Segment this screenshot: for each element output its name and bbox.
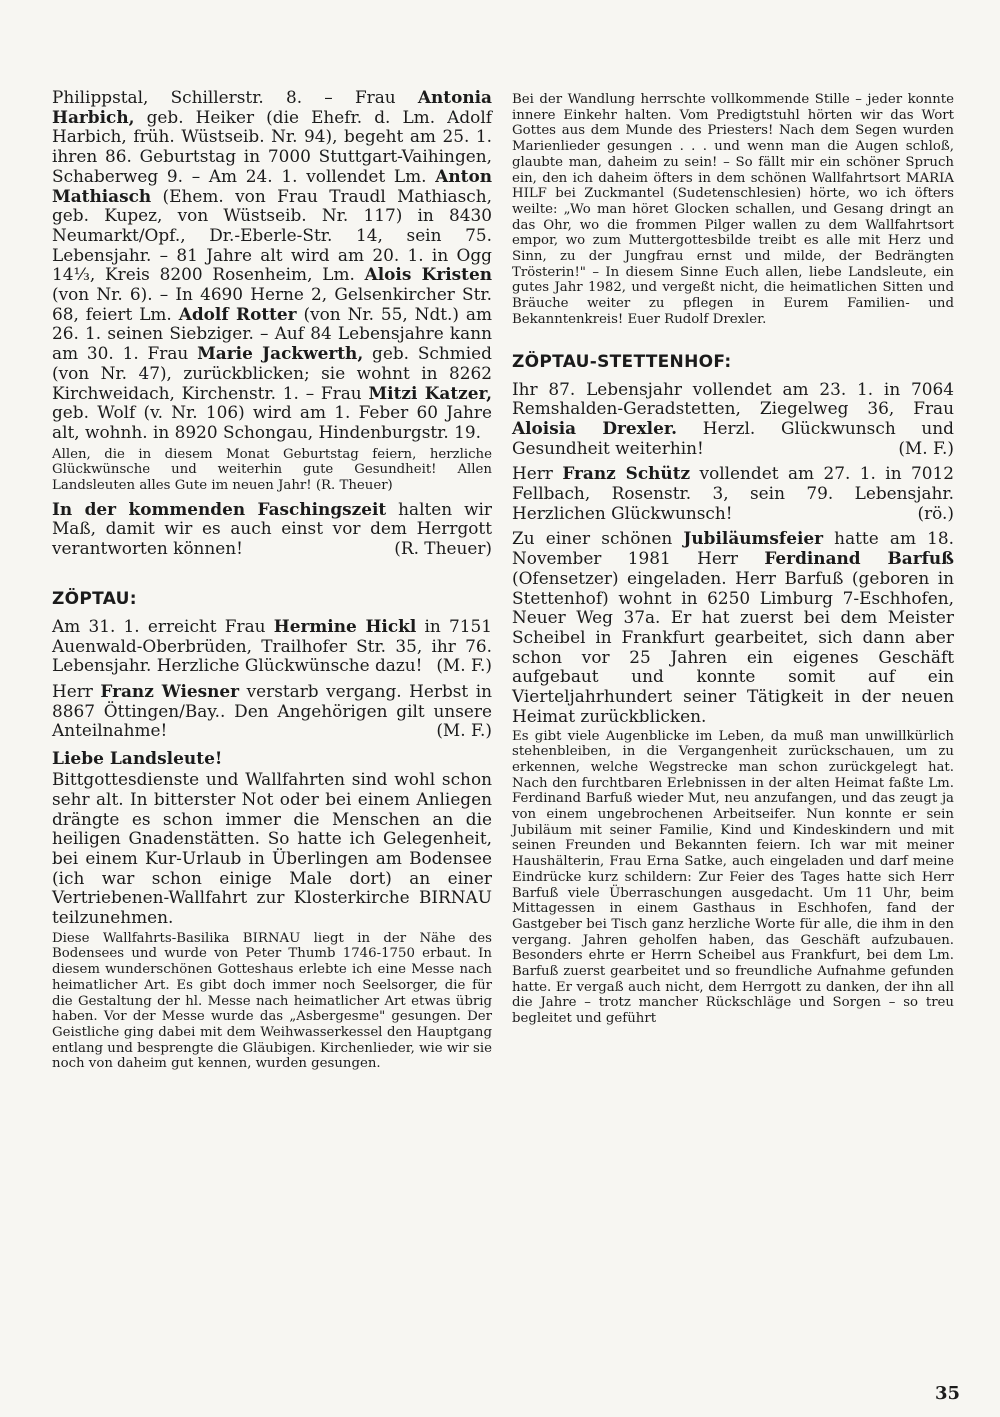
name-highlight: Alois Kristen: [364, 264, 492, 285]
name-highlight: Aloisia Drexler.: [512, 417, 678, 438]
fasching-paragraph: [52, 500, 492, 559]
jubilaeum-paragraph: Zu einer schönen Jubiläumsfeier hatte am 18. November 1981 Herr Ferdinand Barfuß (Ofensetzer) eingeladen. Herr Barfuß (geboren in Stettenhof) wohnt in 6250 Limburg 7-Eschhofen, Neuer Weg 37a. Er hat zuerst bei dem Meister Scheibel in Frankfurt gearbeitet, sich dann aber schon vor 25 Jahren ein eigenes Geschäft aufgebaut und konnte somit auf ein Vierteljahrhundert seiner Tätigkeit in der neuen Heimat zurückblicken.: [512, 528, 954, 726]
liebe-landsleute-body: Bittgottesdienste und Wallfahrten sind wohl schon sehr alt. In bitterster Not oder bei einem Anliegen drängte es schon immer die Menschen an die heiligen Gnadenstätten. So hatte ich Gelegenheit, bei einem Kur-Urlaub in Überlingen am Bodensee (ich war schon einige Male dort) an einer Vertriebenen-Wallfahrt zur Klosterkirche BIRNAU teilzunehmen.: [52, 769, 492, 928]
greeting-note: Allen, die in diesem Monat Geburtstag feiern, herzliche Glückwünsche und weiterhin gute Gesundheit! Allen Landsleuten alles Gute im neuen Jahr! (R. Theuer): [52, 446, 492, 494]
fasching-signature: (R. Theuer): [394, 538, 492, 559]
zoeptau-p2-signature: (M. F.): [436, 720, 492, 741]
name-highlight: Marie Jackwerth,: [197, 343, 364, 364]
name-highlight: Mitzi Katzer,: [368, 382, 493, 403]
name-highlight: Franz Schütz: [562, 463, 691, 484]
heading-liebe-landsleute: Liebe Landsleute!: [52, 749, 223, 770]
name-highlight: Hermine Hickl: [273, 615, 417, 636]
stettenhof-p2-signature: (rö.): [917, 502, 954, 523]
fasching-lead: In der kommenden Faschingszeit: [52, 498, 387, 519]
section-heading-stettenhof: ZÖPTAU-STETTENHOF:: [512, 351, 732, 372]
name-highlight: Anton Mathiasch: [52, 165, 492, 206]
right-column: [512, 92, 954, 1027]
zoeptau-paragraph-wiesner: [52, 682, 492, 741]
name-highlight: Antonia Harbich,: [52, 87, 492, 127]
zoeptau-paragraph-hickl: [52, 617, 492, 676]
page-number: 35: [934, 1383, 960, 1404]
name-highlight: Ferdinand Barfuß: [764, 548, 954, 569]
left-column: [52, 88, 492, 1072]
stettenhof-paragraph-schuetz: [512, 464, 954, 523]
stettenhof-paragraph-drexler: [512, 380, 954, 459]
birthday-paragraph: Philippstal, Schillerstr. 8. – Frau Antonia Harbich, geb. Heiker (die Ehefr. d. Lm. Adolf Harbich, früh. Wüstseib. Nr. 94), begeht am 25. 1. ihren 86. Geburtstag in 7000 Stuttgart-Vaihingen, Schaberweg 9. – Am 24. 1. vollendet Lm. Anton Mathiasch (Ehem. von Frau Traudl Mathiasch, geb. Kupez, von Wüstseib. Nr. 117) in 8430 Neumarkt/Opf., Dr.-Eberle-Str. 14, sein 75. Lebensjahr. – 81 Jahre alt wird am 20. 1. in Ogg 14⅓, Kreis 8200 Rosenheim, Lm. Alois Kristen (von Nr. 6). – In 4690 Herne 2, Gelsenkircher Str. 68, feiert Lm. Adolf Rotter (von Nr. 55, Ndt.) am 26. 1. seinen Siebziger. – Auf 84 Lebensjahre kann am 30. 1. Frau Marie Jackwerth, geb. Schmied (von Nr. 47), zurückblicken; sie wohnt in 8262 Kirchweidach, Kirchenstr. 1. – Frau Mitzi Katzer, geb. Wolf (v. Nr. 106) wird am 1. Feber 60 Jahre alt, wohnh. in 8920 Schongau, Hindenburgstr. 19.: [52, 87, 493, 442]
name-highlight: Adolf Rotter: [178, 303, 297, 324]
name-highlight: Jubiläumsfeier: [683, 528, 824, 549]
zoeptau-p1-text: Am 31. 1. erreicht Frau Hermine Hickl in 7151 Auenwald-Oberbrüden, Trailhofer Str. 35, ihr 76. Lebensjahr. Herzliche Glückwünsche dazu!: [52, 615, 492, 676]
zoeptau-p1-signature: (M. F.): [436, 655, 492, 676]
name-highlight: Franz Wiesner: [100, 680, 240, 701]
birnau-paragraph: Diese Wallfahrts-Basilika BIRNAU liegt in der Nähe des Bodensees und wurde von Peter Thumb 1746-1750 erbaut. In diesem wunderschönen Gotteshaus erlebte ich eine Messe nach heimatlicher Art. Es gibt doch immer noch Seelsorger, die für die Gestaltung der hl. Messe nach heimatlicher Art etwas übrig haben. Vor der Messe wurde das „Asbergesme" gesungen. Der Geistliche ging dabei mit dem Weihwasserkessel den Hauptgang entlang und besprengte die Gläubigen. Kirchenlieder, wie wir sie noch von daheim gut kennen, wurden gesungen.: [52, 930, 492, 1072]
stettenhof-p1-signature: (M. F.): [898, 437, 954, 458]
jubilaeum-report: Es gibt viele Augenblicke im Leben, da muß man unwillkürlich stehenbleiben, in die Vergangenheit zurückschauen, um zu erkennen, welche Wegstrecke man schon zurückgelegt hat. Nach den furchtbaren Erlebnissen in der alten Heimat faßte Lm. Ferdinand Barfuß wieder Mut, neu anzufangen, und das zeugt ja von einem ungebrochenen Arbeitseifer. Nun konnte er sein Jubiläum mit seiner Familie, Kind und Kindeskindern und mit seinen Freunden und Bekannten feiern. Ich war mit meiner Haushälterin, Frau Erna Satke, auch eingeladen und darf meine Eindrücke kurz schildern: Zur Feier des Tages hatte sich Herr Barfuß viele Überraschungen ausgedacht. Um 11 Uhr, beim Mittagessen in einem Gasthaus in Eschhofen, fand der Gastgeber bei Tisch ganz herzliche Worte für alle, die ihm in den vergang. Jahren geholfen haben, das Geschäft aufzubauen. Besonders ehrte er Herrn Scheibel aus Frankfurt, bei dem Lm. Barfuß zuerst gearbeitet und so freundliche Aufnahme gefunden hatte. Er vergaß auch nicht, dem Herrgott zu danken, der ihn all die Jahre – trotz mancher Rückschläge und Sorgen – so treu begleitet und geführt: [512, 728, 954, 1027]
zoeptau-p2-text: Herr Franz Wiesner verstarb vergang. Herbst in 8867 Öttingen/Bay.. Den Angehörigen gilt unsere Anteilnahme!: [52, 680, 493, 741]
section-heading-zoeptau: ZÖPTAU:: [52, 588, 137, 609]
stettenhof-p1-text: Ihr 87. Lebensjahr vollendet am 23. 1. in 7064 Remshalden-Geradstetten, Ziegelweg 36, Frau Aloisia Drexler. Herzl. Glückwunsch und Gesundheit weiterhin!: [512, 378, 954, 458]
wallfahrt-continuation: Bei der Wandlung herrschte vollkommende Stille – jeder konnte innere Einkehr halten. Vom Predigtstuhl hörten wir das Wort Gottes aus dem Munde des Priesters! Nach dem Segen wurden Marienlieder gesungen . . . und wenn man die Augen schloß, glaubte man, daheim zu sein! – So fällt mir ein schöner Spruch ein, den ich daheim öfters in dem schönen Wallfahrtsort MARIA HILF bei Zuckmantel (Sudetenschlesien) hörte, wo ich öfters weilte: „Wo man höret Glocken schallen, und Gesang dringt an das Ohr, wo die frommen Pilger wallen zu dem Wallfahrtsort empor, wo zum Muttergottesbilde treibt es alle mit Herz und Sinn, zu der Jungfrau ernst und milde, der Bedrängten Trösterin!" – In diesem Sinne Euch allen, liebe Landsleute, ein gutes Jahr 1982, und vergeßt nicht, die heimatlichen Sitten und Bräuche weiter zu pflegen in Eurem Familien- und Bekanntenkreis! Euer Rudolf Drexler.: [512, 92, 954, 327]
fasching-text: halten wir Maß, damit wir es auch einst vor dem Herrgott verantworten können!: [52, 498, 493, 559]
stettenhof-p2-text: Herr Franz Schütz vollendet am 27. 1. in 7012 Fellbach, Rosenstr. 3, sein 79. Lebensjahr. Herzlichen Glückwunsch!: [512, 463, 955, 523]
